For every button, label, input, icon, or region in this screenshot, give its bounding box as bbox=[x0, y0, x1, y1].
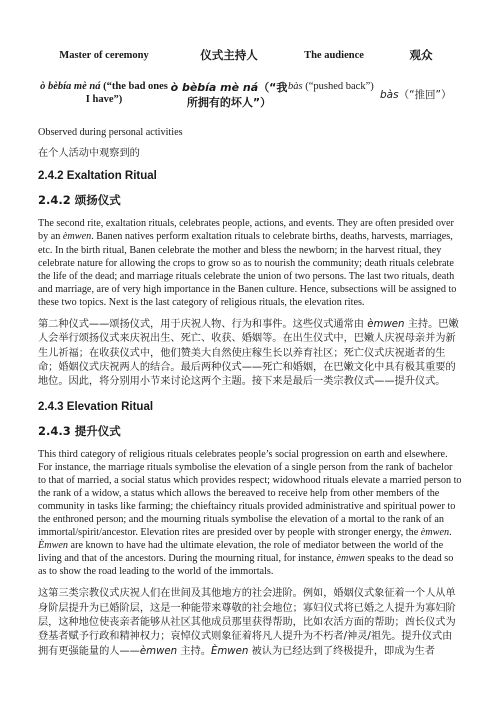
gloss: (“the bad ones I have”) bbox=[85, 81, 168, 105]
term: bàs bbox=[288, 81, 303, 92]
cell-master-phrase-zh bbox=[170, 80, 288, 110]
section-heading-2-4-3: 2.4.3 Elevation Ritual bbox=[38, 400, 154, 413]
gloss: （“我所拥有的坏人”） bbox=[186, 81, 288, 109]
paragraph-elevation bbox=[38, 448, 462, 579]
text: 这第三类宗教仪式庆祝人们在世间及其他地方的社会进阶。例如，婚姻仪式象征着一个人从单身阶层提升为已婚阶层，这是一种能带来尊敬的社会地位；寡妇仪式将已婚之人提升为寡妇阶层，这种地位使丧亲者能够从社区其他成员那里获得帮助，比如农活方面的帮助；酋长仪式为登基者赋予行政和精神权力；哀悼仪式则象征着将凡人提升为不朽者/神灵/祖先。提升仪式由拥有更强能量的人—— bbox=[38, 588, 456, 657]
section-heading-2-4-2-zh: 2.4.2 颂扬仪式 bbox=[38, 193, 121, 208]
cell-audience-phrase-zh bbox=[380, 80, 462, 102]
term: ò bèbía mè ná bbox=[40, 81, 101, 92]
header-master-of-ceremony: Master of ceremony bbox=[59, 49, 149, 61]
term: èmwen bbox=[420, 527, 450, 539]
gloss: （“推回”） bbox=[398, 89, 452, 101]
header-master-of-ceremony-zh: 仪式主持人 bbox=[200, 48, 258, 62]
observed-note: Observed during personal activities bbox=[38, 127, 183, 138]
observed-note-zh: 在个人活动中观察到的 bbox=[38, 148, 140, 160]
term: èmwen bbox=[367, 319, 405, 331]
text: 第二种仪式——颂扬仪式，用于庆祝人物、行为和事件。这些仪式通常由 bbox=[38, 319, 368, 331]
ceremony-table bbox=[38, 38, 462, 110]
term: bàs bbox=[380, 89, 399, 101]
paragraph-exaltation bbox=[38, 217, 462, 309]
text: are known to have had the ultimate elevation, the role of mediator between the world of the living and that of the ancestors. During the mourning ritual, for instance, bbox=[38, 540, 444, 565]
term: Èmwen bbox=[38, 540, 68, 552]
header-audience-zh: 观众 bbox=[409, 48, 433, 62]
text: speaks to the dead so as to show the road leading to the world of the immortals. bbox=[38, 553, 454, 578]
table-header-row bbox=[38, 38, 462, 72]
text: 主持。巴嫩人会举行颂扬仪式来庆祝出生、死亡、收获、婚姻等。在出生仪式中，巴嫩人庆祝母亲并为新生儿祈福；在收获仪式中，他们赞美大自然使庄稼生长以养育社区；死亡仪式庆祝逝者的生命；婚姻仪式庆祝两人的结合。最后两种仪式——死亡和婚姻，在巴嫩文化中具有极其重要的地位。因此，将分别用小节来讨论这两个主题。接下来是最后一类宗教仪式——提升仪式。 bbox=[38, 319, 459, 388]
text: The second rite, exaltation rituals, celebrates people, actions, and events. They are often presided over by an bbox=[38, 218, 454, 243]
term: Èmwen bbox=[210, 645, 249, 657]
cell-master-phrase bbox=[38, 80, 170, 106]
header-audience: The audience bbox=[304, 49, 364, 61]
table-row bbox=[38, 72, 462, 110]
gloss: (“pushed back”) bbox=[302, 81, 374, 92]
paragraph-elevation-zh bbox=[38, 587, 462, 658]
text: This third category of religious rituals celebrates people’s social progression on earth and elsewhere. For instance, the marriage rituals symbolise the elevation of a single person from the rank of bachelor to that of married, a social status which provides respect; widowhood rituals elevate a married person to the rank of a widow, a status which allows the bereaved to receive help from other members of the community in tasks like farming; the chieftaincy rituals provided administrative and spiritual power to the enthroned person; and the mourning rituals symbolise the elevation of a mortal to the rank of an immortal/spirit/ancestor. Elevation rites are presided over by people with stronger energy, the bbox=[38, 448, 462, 539]
text: 被认为已经达到了终极提升，即成为生者 bbox=[248, 645, 435, 657]
section-heading-2-4-3-zh: 2.4.3 提升仪式 bbox=[38, 423, 121, 438]
section-heading-2-4-2: 2.4.2 Exaltation Ritual bbox=[38, 170, 157, 183]
text: . Banen natives perform exaltation rituals to celebrate births, deaths, harvests, marriages, etc. In the birth ritual, Banen celebrate the mother and bless the newborn; in the harvest ritual, they celebrate nature for allowing the crops to grow so as to nourish the community; death rituals celebrate the life of the dead; and marriage rituals celebrate the union of two persons. The last two rituals, death and marriage, are of very high importance in the Banen culture. Hence, subsections will be assigned to these two topics. Next is the last category of religious rituals, the elevation rites. bbox=[38, 231, 457, 308]
document-body bbox=[38, 126, 462, 659]
term: èmwen bbox=[139, 645, 178, 657]
term: ò bèbía mè ná bbox=[170, 81, 259, 94]
text: 主持。 bbox=[177, 645, 211, 657]
text: . bbox=[449, 527, 452, 539]
paragraph-exaltation-zh bbox=[38, 318, 462, 389]
term: èmwen bbox=[336, 553, 365, 565]
term: èmwen bbox=[62, 231, 92, 243]
cell-audience-phrase bbox=[288, 80, 380, 93]
